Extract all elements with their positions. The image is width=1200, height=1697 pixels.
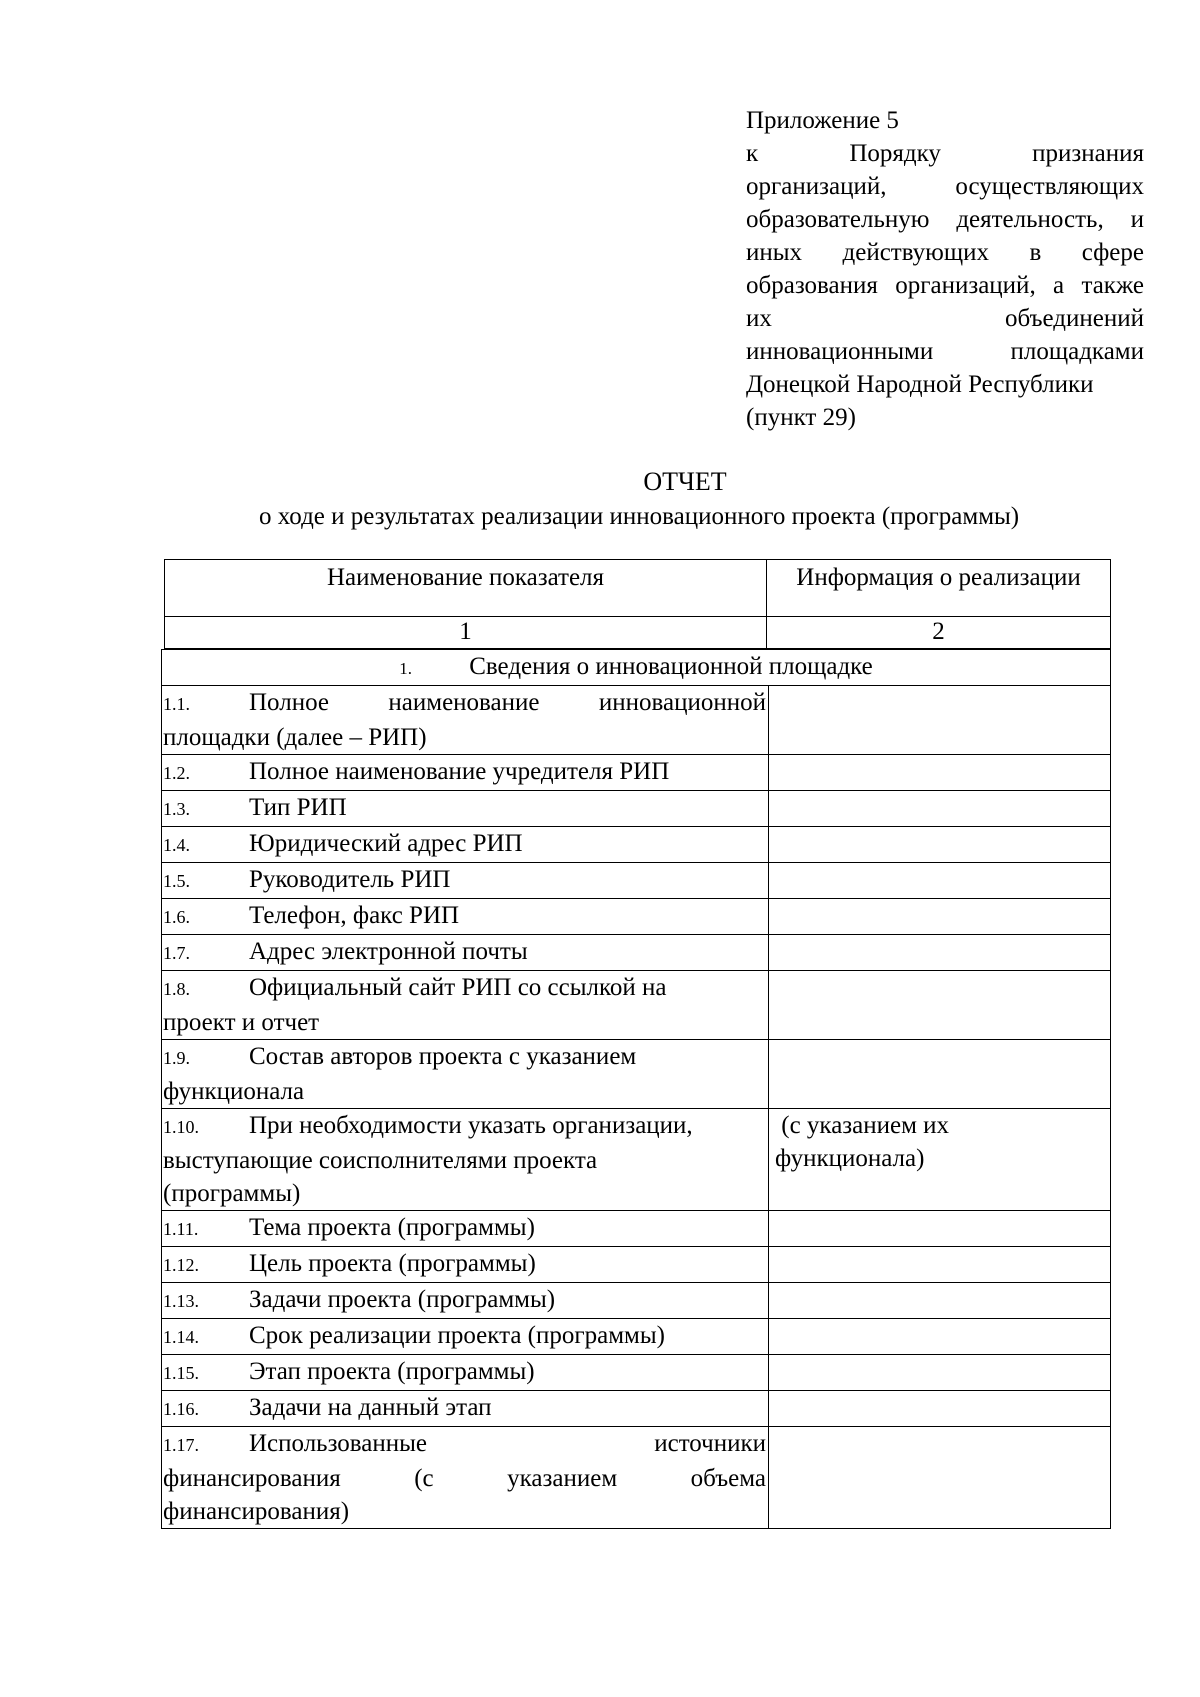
indicator-cell [162,1283,769,1319]
indicator-line [163,1075,766,1108]
table-row [162,1283,1111,1319]
row-number: 1.16. [163,1399,199,1419]
indicator-line [163,971,766,1006]
indicator-cell [162,935,769,971]
appendix-line: инновационными площадками [746,338,1144,365]
indicator-text: При необходимости указать организации, [249,1112,693,1139]
table-row [162,686,1111,755]
indicator-cell [162,791,769,827]
indicator-line [163,755,766,790]
indicator-line [163,827,766,862]
indicator-text: Официальный сайт РИП со ссылкой на [249,974,667,1001]
table-row [162,755,1111,791]
indicator-cell [162,1355,769,1391]
info-cell[interactable] [769,1319,1111,1355]
row-number: 1.1. [163,694,190,714]
indicator-text: Этап проекта (программы) [249,1358,535,1385]
row-number: 1.4. [163,835,190,855]
row-number: 1.12. [163,1255,199,1275]
indicator-line [163,791,766,826]
indicator-line [163,1006,766,1039]
info-cell[interactable] [769,1391,1111,1427]
info-cell[interactable] [769,863,1111,899]
indicator-cell [162,827,769,863]
indicator-line [163,1211,766,1246]
table-row [162,1427,1111,1529]
info-cell[interactable] [769,1427,1111,1529]
indicator-line [163,1462,766,1495]
appendix-line: (пункт 29) [746,404,856,431]
row-number: 1.10. [163,1117,199,1137]
indicator-cell [162,1040,769,1109]
indicator-text: площадки (далее – РИП) [163,724,427,751]
row-number: 1.17. [163,1435,199,1455]
indicator-text: Юридический адрес РИП [249,830,523,857]
report-subtitle: о ходе и результатах реализации инновационного проекта (программы) [259,503,1020,530]
column-header-info: Информация о реализации [767,560,1111,617]
row-number: 1.15. [163,1363,199,1383]
info-cell[interactable] [769,686,1111,755]
indicator-line [163,721,766,754]
row-number: 1.3. [163,799,190,819]
indicator-line [163,1427,766,1462]
row-number: 1.13. [163,1291,199,1311]
indicator-line [163,1247,766,1282]
column-number-1: 1 [165,617,767,649]
info-text: (с указанием их [775,1112,950,1139]
section-header [162,650,1111,686]
info-cell[interactable] [769,971,1111,1040]
info-cell[interactable] [769,827,1111,863]
indicator-text: финансирования) [163,1498,350,1525]
indicator-cell [162,1319,769,1355]
indicator-text: Задачи проекта (программы) [249,1286,556,1313]
indicator-line [163,1319,766,1354]
indicator-text: Цель проекта (программы) [249,1250,536,1277]
indicator-text: Полное наименование инновационной [249,689,766,716]
indicator-line [163,1495,766,1528]
table-row [162,791,1111,827]
table-row [162,863,1111,899]
report-title: ОТЧЕТ [643,467,727,496]
info-cell[interactable] [769,1040,1111,1109]
indicator-text: Телефон, факс РИП [249,902,460,929]
indicator-cell [162,971,769,1040]
indicators-table [161,649,1111,1529]
section-label: Сведения о инновационной площадке [469,653,873,680]
indicator-text: выступающие соисполнителями проекта [163,1147,598,1174]
indicator-text: Состав авторов проекта с указанием [249,1043,637,1070]
indicator-cell [162,1109,769,1211]
indicator-line [163,935,766,970]
indicator-line [163,1177,766,1210]
row-number: 1.7. [163,943,190,963]
row-number: 1.14. [163,1327,199,1347]
indicator-cell [162,686,769,755]
indicator-text: Тип РИП [249,794,347,821]
row-number: 1.9. [163,1048,190,1068]
indicator-text: Руководитель РИП [249,866,451,893]
table-row [162,1355,1111,1391]
row-number: 1.2. [163,763,190,783]
section-number: 1. [399,659,412,678]
info-cell[interactable] [769,1247,1111,1283]
indicator-text: Срок реализации проекта (программы) [249,1322,665,1349]
info-cell[interactable] [769,899,1111,935]
indicator-line [163,899,766,934]
table-row [162,899,1111,935]
indicator-text: Использованные источники [249,1430,766,1457]
appendix-block [746,104,1144,434]
table-row [162,1040,1111,1109]
appendix-line: образовательную деятельность, и [746,206,1144,233]
info-cell[interactable] [769,935,1111,971]
indicator-line [163,686,766,721]
appendix-line: к Порядку признания [746,140,1144,167]
info-cell[interactable] [769,1109,1111,1211]
appendix-line: Приложение 5 [746,107,899,134]
indicator-cell [162,863,769,899]
appendix-line: Донецкой Народной Республики [746,371,1094,398]
info-cell[interactable] [769,1283,1111,1319]
table-row [162,1391,1111,1427]
indicator-text: финансирования (с указанием объема [163,1465,766,1492]
column-number-2: 2 [767,617,1111,649]
indicator-cell [162,1427,769,1529]
appendix-line: образования организаций, а также [746,272,1144,299]
row-number: 1.11. [163,1219,199,1239]
indicator-text: Адрес электронной почты [249,938,528,965]
table-row [162,1247,1111,1283]
table-header [164,559,1111,649]
indicator-line [163,1109,766,1144]
indicator-text: Полное наименование учредителя РИП [249,758,670,785]
appendix-line: их объединений [746,305,1144,332]
row-number: 1.5. [163,871,190,891]
indicator-cell [162,755,769,791]
indicator-text: (программы) [163,1180,301,1207]
table-row [162,935,1111,971]
info-cell[interactable] [769,791,1111,827]
info-cell[interactable] [769,1211,1111,1247]
table-row [162,1319,1111,1355]
indicator-cell [162,899,769,935]
indicator-line [163,863,766,898]
section-row [162,650,1111,686]
info-cell[interactable] [769,1355,1111,1391]
indicator-text: Тема проекта (программы) [249,1214,535,1241]
indicator-line [163,1355,766,1390]
indicator-line [163,1283,766,1318]
table-row [162,971,1111,1040]
indicator-line [163,1391,766,1426]
indicator-text: Задачи на данный этап [249,1394,492,1421]
indicator-cell [162,1247,769,1283]
indicator-line [163,1144,766,1177]
appendix-line: иных действующих в сфере [746,239,1144,266]
indicator-text: проект и отчет [163,1009,320,1036]
column-header-indicator: Наименование показателя [165,560,767,617]
indicator-cell [162,1391,769,1427]
row-number: 1.8. [163,979,190,999]
table-row [162,1109,1111,1211]
info-text: функционала) [775,1145,925,1172]
indicator-cell [162,1211,769,1247]
row-number: 1.6. [163,907,190,927]
table-row [162,827,1111,863]
indicator-line [163,1040,766,1075]
indicator-text: функционала [163,1078,305,1105]
table-row [162,1211,1111,1247]
appendix-line: организаций, осуществляющих [746,173,1144,200]
info-cell[interactable] [769,755,1111,791]
